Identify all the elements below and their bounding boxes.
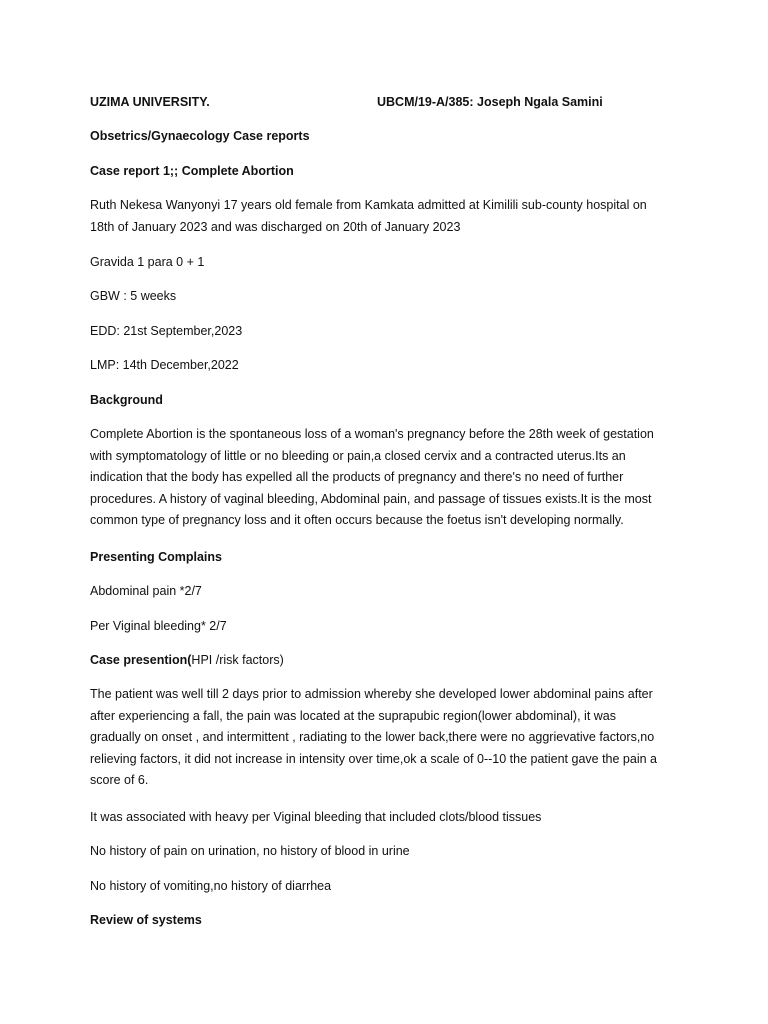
review-of-systems-heading: Review of systems <box>90 913 202 927</box>
case-line: score of 6. <box>90 773 149 788</box>
intro-line: Ruth Nekesa Wanyonyi 17 years old female from Kamkata admitted at Kimilili sub-county hospital on <box>90 198 647 212</box>
intro-line: 18th of January 2023 and was discharged on 20th of January 2023 <box>90 219 461 234</box>
case-presentation-heading-bold: Case presention( <box>90 653 192 667</box>
case-line: gradually on onset , and intermittent , radiating to the lower back,there were no aggrievative factors,no <box>90 730 655 745</box>
complaints-heading: Presenting Complains <box>90 550 222 564</box>
case-line: relieving factors, it did not increase in intensity over time,ok a scale of 0--10 the patient gave the pain a <box>90 751 657 766</box>
background-line: indication that the body has expelled all the products of pregnancy and there's no need of further <box>90 470 624 485</box>
student-id-name: UBCM/19-A/385: Joseph Ngala Samini <box>377 95 603 109</box>
background-line: with symptomatology of little or no bleeding or pain,a closed cervix and a contracted uterus.Its an <box>90 448 626 463</box>
background-line: procedures. A history of vaginal bleeding, Abdominal pain, and passage of tissues exists.It is the most <box>90 491 652 506</box>
lmp-text: LMP: 14th December,2022 <box>90 358 239 372</box>
case-presentation-heading-rest: HPI /risk factors) <box>191 653 284 667</box>
case-note: No history of vomiting,no history of diarrhea <box>90 879 332 893</box>
case-report-title: Case report 1;; Complete Abortion <box>90 164 294 178</box>
case-note: No history of pain on urination, no history of blood in urine <box>90 844 410 858</box>
gbw-text: GBW : 5 weeks <box>90 289 177 303</box>
complaint-item: Per Viginal bleeding* 2/7 <box>90 619 227 633</box>
document-title: Obsetrics/Gynaecology Case reports <box>90 129 310 143</box>
case-line: The patient was well till 2 days prior to admission whereby she developed lower abdominal pains after <box>90 687 653 701</box>
case-note: It was associated with heavy per Viginal bleeding that included clots/blood tissues <box>90 810 542 824</box>
case-line: after experiencing a fall, the pain was located at the suprapubic region(lower abdominal), it was <box>90 708 616 723</box>
institution-name: UZIMA UNIVERSITY. <box>90 95 210 109</box>
case-presentation-heading <box>90 649 690 671</box>
background-paragraph <box>90 424 680 532</box>
background-line: Complete Abortion is the spontaneous loss of a woman's pregnancy before the 28th week of gestation <box>90 427 654 441</box>
background-heading: Background <box>90 393 163 407</box>
background-line: common type of pregnancy loss and it often occurs because the foetus isn't developing normally. <box>90 513 624 528</box>
case-presentation-paragraph <box>90 684 680 792</box>
intro-paragraph <box>90 195 680 238</box>
gravida-text: Gravida 1 para 0 + 1 <box>90 255 205 269</box>
edd-text: EDD: 21st September,2023 <box>90 324 243 338</box>
complaint-item: Abdominal pain *2/7 <box>90 584 202 598</box>
